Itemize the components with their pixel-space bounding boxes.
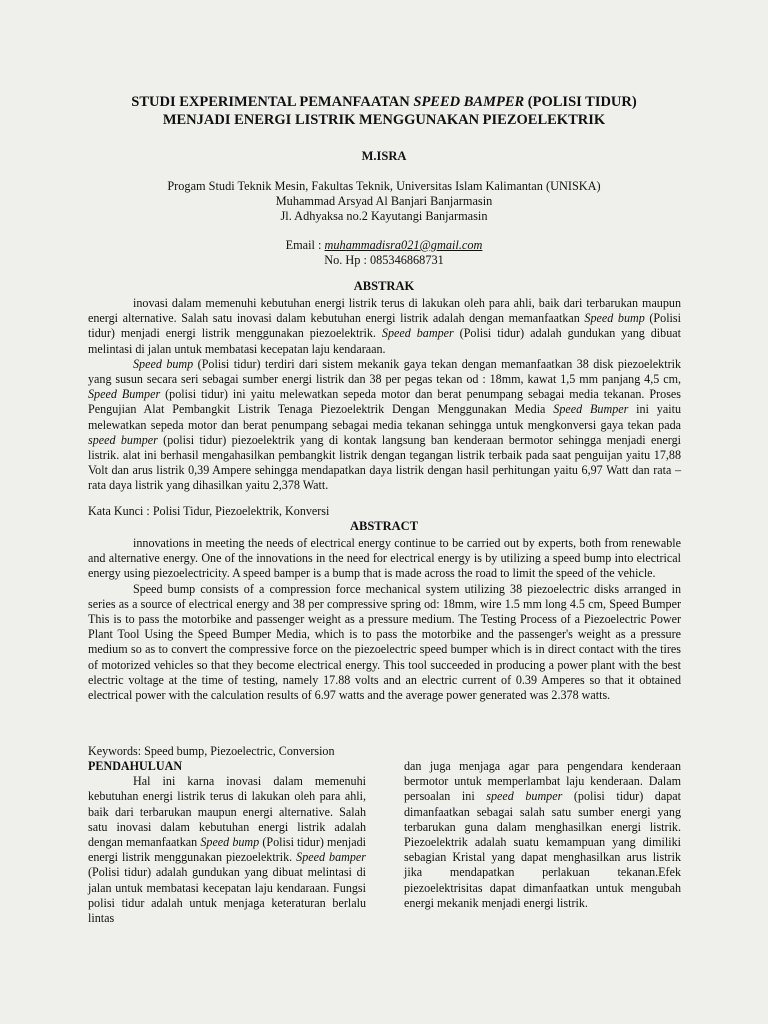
contact-info [0,238,768,268]
title-line2: MENJADI ENERGI LISTRIK MENGGUNAKAN PIEZOELEKTRIK [162,112,606,128]
abstract-heading: ABSTRACT [349,519,419,533]
abstrak-paragraph-1: inovasi dalam memenuhi kebutuhan energi listrik terus di lakukan oleh para ahli, baik dari terbarukan maupun energi alternative. Salah satu inovasi dalam kebutuhan energi listrik adalah dengan memanfaatkan Speed bump (Polisi tidur) menjadi energi listrik menggunakan piezoelektrik. Speed bamper (Polisi tidur) adalah gundukan yang dibuat melintasi di jalan untuk membatasi kecepatan laju kendaraan. [88,296,681,356]
right-column [404,759,681,911]
paper-title [0,93,768,129]
affiliation-line-3: Jl. Adhyaksa no.2 Kayutangi Banjarmasin [280,209,488,223]
abstract-paragraph-1: innovations in meeting the needs of electrical energy continue to be carried out by experts, both from renewable and alternative energy. One of the innovations in the need for electrical energy is by utilizing a speed bump into electrical energy using piezoelectricity. A speed bamper is a bump that is made across the road to limit the speed of the vehicle. [88,536,681,581]
pendahuluan-heading: PENDAHULUAN [88,759,183,773]
abstract-body [88,536,681,703]
email-label: Email : [285,238,325,252]
abstrak-paragraph-2: Speed bump (Polisi tidur) terdiri dari sistem mekanik gaya tekan dengan memanfaatkan 38 disk piezoelektrik yang susun secara seri sebagai sumber energi listrik dan 38 per pegas tekan od : 18mm, kawat 1,5 mm panjang 4,5 cm, Speed Bumper (polisi tidur) ini yaitu melewatkan sepeda motor dan berat penumpang sebagai media tekanan. Proses Pengujian Alat Pembangkit Listrik Tenaga Piezoelektrik Dengan Menggunakan Media Speed Bumper ini yaitu melewatkan sepeda motor dan berat penumpang sebagai media tekanan sehingga untuk mengkonversi gaya tekan pada speed bumper (polisi tidur) piezoelektrik yang di kontak langsung ban kenderaan bermotor sehingga menjadi energi listrik. alat ini berhasil mengahasilkan pembangkit listrik dengan tegangan listrik terbaik pada saat penguijan yaitu 17,88 Volt dan arus listrik 0,39 Ampere sehingga mendapatkan daya listrik dengan hasil perhitungan yaitu 6,97 Watt dan rata – rata daya listrik yang dihasilkan yaitu 2,378 Watt. [88,356,681,493]
title-line1-italic: SPEED BAMPER [413,94,525,110]
abstract-paragraph-2: Speed bump consists of a compression force mechanical system utilizing 38 piezoelectric disks arranged in series as a source of electrical energy and 38 per compressive spring od: 18mm, wire 1.5 mm long 4.5 cm, Speed Bumper This is to pass the motorbike and passenger weight as a pressure medium. The Testing Process of a Piezoelectric Power Plant Tool Using the Speed Bumper Media, which is to pass the motorbike and the passenger's weight as a pressure medium so as to convert the compressive force on the piezoelectric speed bumper which is in direct contact with the tires of motorized vehicles so that they become electrical energy. This tool succeeded in producing a power plant with the best electric voltage at the time of testing, namely 17.88 volts and an electric current of 0.39 Amperes so that it obtained electrical power with the calculation results of 6.97 watts and the average power generated was 2.378 watts. [88,581,681,703]
abstrak-body [88,296,681,494]
phone-number: No. Hp : 085346868731 [324,253,444,267]
right-column-paragraph: dan juga menjaga agar para pengendara kenderaan bermotor untuk memperlambat laju kenderaan. Dalam persoalan ini speed bumper (polisi tidur) dapat dimanfaatkan sebagai salah satu sumber energi yang terbarukan guna dalam menghasilkan energi listrik. Piezoelektrik adalah suatu kemampuan yang dimiliki sebagian Kristal yang dapat menghasilkan arus listrik jika mendapatkan perlakuan tekanan.Efek piezoelektrisitas dapat dimanfaatkan untuk mengubah energi mekanik menjadi energi listrik. [404,759,681,910]
affiliation-line-2: Muhammad Arsyad Al Banjari Banjarmasin [275,194,493,208]
email-link[interactable]: muhammadisra021@gmail.com [324,238,483,252]
title-line1-a: STUDI EXPERIMENTAL PEMANFAATAN [131,94,414,110]
author-name: M.ISRA [361,149,407,163]
left-column [88,759,366,926]
left-column-paragraph: Hal ini karna inovasi dalam memenuhi kebutuhan energi listrik terus di lakukan oleh para ahli, baik dari terbarukan maupun energi alternative. Salah satu inovasi dalam kebutuhan energi listrik adalah dengan memanfaatkan Speed bump (Polisi tidur) menjadi energi listrik menggunakan piezoelektrik. Speed bamper (Polisi tidur) adalah gundukan yang dibuat melintasi di jalan untuk membatasi kecepatan laju kendaraan. Fungsi polisi tidur adalah untuk menjaga keteraturan berlalu lintas [88,774,366,926]
affiliation [0,179,768,224]
kata-kunci: Kata Kunci : Polisi Tidur, Piezoelektrik, Konversi [88,504,330,518]
affiliation-line-1: Progam Studi Teknik Mesin, Fakultas Teknik, Universitas Islam Kalimantan (UNISKA) [167,179,601,193]
abstrak-heading: ABSTRAK [353,279,415,293]
keywords: Keywords: Speed bump, Piezoelectric, Conversion [88,744,335,758]
title-line1-b: (POLISI TIDUR) [524,94,637,110]
